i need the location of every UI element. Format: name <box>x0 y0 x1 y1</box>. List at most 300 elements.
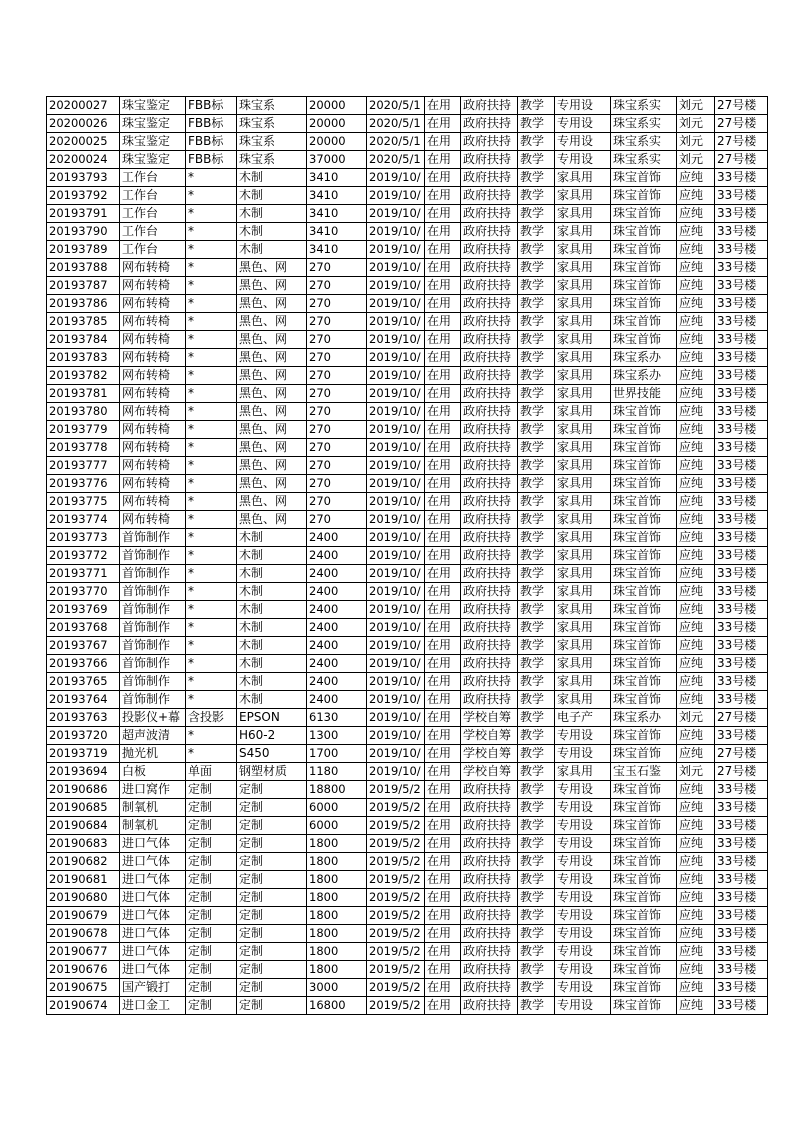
spec-cell: * <box>186 349 237 367</box>
category-cell: 专用设 <box>555 151 611 169</box>
spec-cell: 定制 <box>186 871 237 889</box>
model-cell: 黑色、网 <box>237 439 307 457</box>
funding-cell: 政府扶持 <box>461 97 518 115</box>
model-cell: 木制 <box>237 529 307 547</box>
asset-id-cell: 20190684 <box>47 817 120 835</box>
model-cell: 黑色、网 <box>237 511 307 529</box>
model-cell: 黑色、网 <box>237 457 307 475</box>
status-cell: 在用 <box>425 673 461 691</box>
spec-cell: * <box>186 187 237 205</box>
status-cell: 在用 <box>425 655 461 673</box>
price-cell: 1800 <box>307 961 367 979</box>
price-cell: 270 <box>307 331 367 349</box>
asset-id-cell: 20190680 <box>47 889 120 907</box>
price-cell: 6000 <box>307 799 367 817</box>
custodian-cell: 应纯 <box>677 583 715 601</box>
custodian-cell: 应纯 <box>677 889 715 907</box>
model-cell: 珠宝系 <box>237 115 307 133</box>
table-row <box>47 349 768 367</box>
price-cell: 270 <box>307 295 367 313</box>
department-cell: 珠宝首饰 <box>611 403 677 421</box>
asset-name-cell: 进口气体 <box>120 925 186 943</box>
usage-cell: 教学 <box>518 475 555 493</box>
asset-id-cell: 20190676 <box>47 961 120 979</box>
model-cell: 木制 <box>237 169 307 187</box>
category-cell: 专用设 <box>555 727 611 745</box>
asset-id-cell: 20193763 <box>47 709 120 727</box>
table-row <box>47 457 768 475</box>
price-cell: 3000 <box>307 979 367 997</box>
usage-cell: 教学 <box>518 637 555 655</box>
price-cell: 3410 <box>307 205 367 223</box>
asset-id-cell: 20190679 <box>47 907 120 925</box>
funding-cell: 政府扶持 <box>461 889 518 907</box>
custodian-cell: 应纯 <box>677 277 715 295</box>
spec-cell: FBB标 <box>186 97 237 115</box>
model-cell: H60-2 <box>237 727 307 745</box>
asset-id-cell: 20190685 <box>47 799 120 817</box>
location-cell: 33号楼 <box>715 655 768 673</box>
location-cell: 33号楼 <box>715 907 768 925</box>
custodian-cell: 应纯 <box>677 835 715 853</box>
custodian-cell: 应纯 <box>677 421 715 439</box>
asset-id-cell: 20190682 <box>47 853 120 871</box>
department-cell: 珠宝首饰 <box>611 511 677 529</box>
custodian-cell: 应纯 <box>677 493 715 511</box>
category-cell: 专用设 <box>555 943 611 961</box>
status-cell: 在用 <box>425 709 461 727</box>
category-cell: 家具用 <box>555 547 611 565</box>
usage-cell: 教学 <box>518 889 555 907</box>
table-row <box>47 817 768 835</box>
table-row <box>47 205 768 223</box>
custodian-cell: 应纯 <box>677 241 715 259</box>
status-cell: 在用 <box>425 619 461 637</box>
asset-id-cell: 20200026 <box>47 115 120 133</box>
date-cell: 2019/10/ <box>367 691 425 709</box>
custodian-cell: 刘元 <box>677 97 715 115</box>
price-cell: 2400 <box>307 547 367 565</box>
custodian-cell: 应纯 <box>677 673 715 691</box>
spec-cell: * <box>186 241 237 259</box>
department-cell: 珠宝首饰 <box>611 169 677 187</box>
status-cell: 在用 <box>425 475 461 493</box>
department-cell: 珠宝首饰 <box>611 187 677 205</box>
custodian-cell: 应纯 <box>677 529 715 547</box>
location-cell: 33号楼 <box>715 799 768 817</box>
model-cell: 木制 <box>237 637 307 655</box>
asset-name-cell: 首饰制作 <box>120 529 186 547</box>
funding-cell: 政府扶持 <box>461 475 518 493</box>
asset-name-cell: 网布转椅 <box>120 349 186 367</box>
date-cell: 2019/10/ <box>367 637 425 655</box>
date-cell: 2019/10/ <box>367 583 425 601</box>
funding-cell: 政府扶持 <box>461 259 518 277</box>
status-cell: 在用 <box>425 853 461 871</box>
department-cell: 珠宝首饰 <box>611 817 677 835</box>
department-cell: 珠宝首饰 <box>611 277 677 295</box>
asset-name-cell: 进口窝作 <box>120 781 186 799</box>
category-cell: 专用设 <box>555 979 611 997</box>
status-cell: 在用 <box>425 601 461 619</box>
asset-name-cell: 首饰制作 <box>120 655 186 673</box>
usage-cell: 教学 <box>518 943 555 961</box>
status-cell: 在用 <box>425 403 461 421</box>
custodian-cell: 应纯 <box>677 259 715 277</box>
department-cell: 珠宝首饰 <box>611 493 677 511</box>
table-row <box>47 151 768 169</box>
table-row <box>47 511 768 529</box>
department-cell: 珠宝首饰 <box>611 943 677 961</box>
location-cell: 33号楼 <box>715 223 768 241</box>
usage-cell: 教学 <box>518 997 555 1015</box>
price-cell: 3410 <box>307 169 367 187</box>
asset-id-cell: 20193790 <box>47 223 120 241</box>
usage-cell: 教学 <box>518 259 555 277</box>
date-cell: 2019/10/ <box>367 673 425 691</box>
asset-id-cell: 20193775 <box>47 493 120 511</box>
location-cell: 33号楼 <box>715 511 768 529</box>
category-cell: 家具用 <box>555 619 611 637</box>
date-cell: 2019/5/2 <box>367 979 425 997</box>
model-cell: 定制 <box>237 979 307 997</box>
model-cell: 定制 <box>237 997 307 1015</box>
model-cell: 定制 <box>237 799 307 817</box>
asset-id-cell: 20193777 <box>47 457 120 475</box>
model-cell: 黑色、网 <box>237 331 307 349</box>
category-cell: 专用设 <box>555 907 611 925</box>
custodian-cell: 应纯 <box>677 907 715 925</box>
asset-name-cell: 网布转椅 <box>120 475 186 493</box>
category-cell: 家具用 <box>555 421 611 439</box>
custodian-cell: 应纯 <box>677 727 715 745</box>
model-cell: 木制 <box>237 583 307 601</box>
asset-name-cell: 首饰制作 <box>120 565 186 583</box>
asset-name-cell: 网布转椅 <box>120 295 186 313</box>
status-cell: 在用 <box>425 979 461 997</box>
location-cell: 33号楼 <box>715 781 768 799</box>
spec-cell: * <box>186 331 237 349</box>
table-row <box>47 97 768 115</box>
model-cell: 木制 <box>237 223 307 241</box>
location-cell: 33号楼 <box>715 547 768 565</box>
price-cell: 270 <box>307 259 367 277</box>
location-cell: 33号楼 <box>715 241 768 259</box>
usage-cell: 教学 <box>518 583 555 601</box>
asset-id-cell: 20193765 <box>47 673 120 691</box>
status-cell: 在用 <box>425 763 461 781</box>
price-cell: 2400 <box>307 691 367 709</box>
table-row <box>47 673 768 691</box>
asset-name-cell: 珠宝鉴定 <box>120 97 186 115</box>
price-cell: 270 <box>307 403 367 421</box>
custodian-cell: 应纯 <box>677 781 715 799</box>
usage-cell: 教学 <box>518 763 555 781</box>
location-cell: 33号楼 <box>715 421 768 439</box>
funding-cell: 学校自筹 <box>461 745 518 763</box>
model-cell: 定制 <box>237 961 307 979</box>
asset-name-cell: 网布转椅 <box>120 421 186 439</box>
spec-cell: * <box>186 403 237 421</box>
location-cell: 33号楼 <box>715 565 768 583</box>
status-cell: 在用 <box>425 385 461 403</box>
department-cell: 珠宝首饰 <box>611 871 677 889</box>
spec-cell: * <box>186 637 237 655</box>
department-cell: 珠宝首饰 <box>611 691 677 709</box>
asset-id-cell: 20200025 <box>47 133 120 151</box>
status-cell: 在用 <box>425 799 461 817</box>
price-cell: 6000 <box>307 817 367 835</box>
asset-name-cell: 首饰制作 <box>120 637 186 655</box>
price-cell: 270 <box>307 493 367 511</box>
spec-cell: 定制 <box>186 979 237 997</box>
price-cell: 1800 <box>307 925 367 943</box>
asset-id-cell: 20200027 <box>47 97 120 115</box>
asset-id-cell: 20193788 <box>47 259 120 277</box>
funding-cell: 政府扶持 <box>461 547 518 565</box>
spec-cell: * <box>186 223 237 241</box>
location-cell: 33号楼 <box>715 853 768 871</box>
department-cell: 珠宝首饰 <box>611 241 677 259</box>
category-cell: 家具用 <box>555 259 611 277</box>
asset-name-cell: 超声波清 <box>120 727 186 745</box>
model-cell: 黑色、网 <box>237 475 307 493</box>
asset-name-cell: 抛光机 <box>120 745 186 763</box>
table-row <box>47 403 768 421</box>
price-cell: 2400 <box>307 601 367 619</box>
funding-cell: 学校自筹 <box>461 727 518 745</box>
price-cell: 18800 <box>307 781 367 799</box>
spec-cell: * <box>186 259 237 277</box>
table-row <box>47 997 768 1015</box>
asset-id-cell: 20193785 <box>47 313 120 331</box>
asset-name-cell: 首饰制作 <box>120 619 186 637</box>
department-cell: 珠宝系实 <box>611 151 677 169</box>
status-cell: 在用 <box>425 259 461 277</box>
table-row <box>47 277 768 295</box>
custodian-cell: 刘元 <box>677 709 715 727</box>
funding-cell: 政府扶持 <box>461 493 518 511</box>
table-row <box>47 133 768 151</box>
price-cell: 2400 <box>307 565 367 583</box>
department-cell: 珠宝首饰 <box>611 745 677 763</box>
spec-cell: * <box>186 745 237 763</box>
table-row <box>47 979 768 997</box>
model-cell: 珠宝系 <box>237 151 307 169</box>
date-cell: 2020/5/1 <box>367 115 425 133</box>
funding-cell: 政府扶持 <box>461 655 518 673</box>
funding-cell: 政府扶持 <box>461 205 518 223</box>
asset-id-cell: 20193784 <box>47 331 120 349</box>
price-cell: 20000 <box>307 97 367 115</box>
table-row <box>47 601 768 619</box>
spec-cell: 含投影 <box>186 709 237 727</box>
custodian-cell: 应纯 <box>677 871 715 889</box>
asset-id-cell: 20193764 <box>47 691 120 709</box>
location-cell: 33号楼 <box>715 529 768 547</box>
status-cell: 在用 <box>425 151 461 169</box>
asset-name-cell: 网布转椅 <box>120 457 186 475</box>
asset-name-cell: 制氧机 <box>120 799 186 817</box>
funding-cell: 政府扶持 <box>461 853 518 871</box>
table-row <box>47 259 768 277</box>
model-cell: 珠宝系 <box>237 133 307 151</box>
funding-cell: 政府扶持 <box>461 979 518 997</box>
spec-cell: * <box>186 367 237 385</box>
spec-cell: * <box>186 529 237 547</box>
spec-cell: 定制 <box>186 781 237 799</box>
status-cell: 在用 <box>425 349 461 367</box>
model-cell: 黑色、网 <box>237 349 307 367</box>
status-cell: 在用 <box>425 925 461 943</box>
department-cell: 珠宝首饰 <box>611 565 677 583</box>
table-row <box>47 439 768 457</box>
date-cell: 2019/10/ <box>367 349 425 367</box>
location-cell: 33号楼 <box>715 727 768 745</box>
custodian-cell: 应纯 <box>677 349 715 367</box>
funding-cell: 政府扶持 <box>461 817 518 835</box>
asset-name-cell: 珠宝鉴定 <box>120 133 186 151</box>
custodian-cell: 应纯 <box>677 979 715 997</box>
model-cell: EPSON <box>237 709 307 727</box>
category-cell: 家具用 <box>555 655 611 673</box>
asset-id-cell: 20190677 <box>47 943 120 961</box>
location-cell: 33号楼 <box>715 331 768 349</box>
asset-id-cell: 20200024 <box>47 151 120 169</box>
date-cell: 2019/5/2 <box>367 835 425 853</box>
spec-cell: 定制 <box>186 961 237 979</box>
spec-cell: * <box>186 457 237 475</box>
date-cell: 2019/10/ <box>367 241 425 259</box>
status-cell: 在用 <box>425 943 461 961</box>
usage-cell: 教学 <box>518 421 555 439</box>
category-cell: 专用设 <box>555 133 611 151</box>
custodian-cell: 刘元 <box>677 133 715 151</box>
model-cell: 定制 <box>237 943 307 961</box>
asset-name-cell: 首饰制作 <box>120 673 186 691</box>
category-cell: 家具用 <box>555 223 611 241</box>
funding-cell: 政府扶持 <box>461 331 518 349</box>
usage-cell: 教学 <box>518 277 555 295</box>
spec-cell: 定制 <box>186 889 237 907</box>
model-cell: 定制 <box>237 907 307 925</box>
date-cell: 2019/10/ <box>367 457 425 475</box>
location-cell: 33号楼 <box>715 871 768 889</box>
model-cell: 木制 <box>237 655 307 673</box>
funding-cell: 政府扶持 <box>461 961 518 979</box>
asset-name-cell: 网布转椅 <box>120 403 186 421</box>
price-cell: 270 <box>307 367 367 385</box>
date-cell: 2020/5/1 <box>367 151 425 169</box>
usage-cell: 教学 <box>518 205 555 223</box>
asset-id-cell: 20193780 <box>47 403 120 421</box>
status-cell: 在用 <box>425 313 461 331</box>
status-cell: 在用 <box>425 133 461 151</box>
usage-cell: 教学 <box>518 655 555 673</box>
usage-cell: 教学 <box>518 529 555 547</box>
asset-name-cell: 投影仪+幕 <box>120 709 186 727</box>
usage-cell: 教学 <box>518 835 555 853</box>
custodian-cell: 刘元 <box>677 151 715 169</box>
funding-cell: 政府扶持 <box>461 799 518 817</box>
custodian-cell: 刘元 <box>677 763 715 781</box>
usage-cell: 教学 <box>518 565 555 583</box>
status-cell: 在用 <box>425 529 461 547</box>
table-row <box>47 331 768 349</box>
price-cell: 20000 <box>307 115 367 133</box>
date-cell: 2019/5/2 <box>367 871 425 889</box>
spec-cell: 定制 <box>186 853 237 871</box>
funding-cell: 政府扶持 <box>461 457 518 475</box>
category-cell: 专用设 <box>555 817 611 835</box>
asset-id-cell: 20193719 <box>47 745 120 763</box>
usage-cell: 教学 <box>518 403 555 421</box>
funding-cell: 政府扶持 <box>461 781 518 799</box>
usage-cell: 教学 <box>518 745 555 763</box>
category-cell: 电子产 <box>555 709 611 727</box>
table-row <box>47 223 768 241</box>
model-cell: 黑色、网 <box>237 295 307 313</box>
usage-cell: 教学 <box>518 547 555 565</box>
date-cell: 2019/10/ <box>367 277 425 295</box>
funding-cell: 政府扶持 <box>461 925 518 943</box>
custodian-cell: 应纯 <box>677 997 715 1015</box>
date-cell: 2019/10/ <box>367 475 425 493</box>
usage-cell: 教学 <box>518 457 555 475</box>
asset-name-cell: 首饰制作 <box>120 547 186 565</box>
spec-cell: FBB标 <box>186 115 237 133</box>
asset-name-cell: 首饰制作 <box>120 583 186 601</box>
asset-id-cell: 20193787 <box>47 277 120 295</box>
department-cell: 珠宝系实 <box>611 133 677 151</box>
custodian-cell: 应纯 <box>677 817 715 835</box>
category-cell: 家具用 <box>555 511 611 529</box>
price-cell: 6130 <box>307 709 367 727</box>
department-cell: 珠宝首饰 <box>611 223 677 241</box>
asset-id-cell: 20193773 <box>47 529 120 547</box>
location-cell: 33号楼 <box>715 313 768 331</box>
asset-id-cell: 20190681 <box>47 871 120 889</box>
funding-cell: 政府扶持 <box>461 835 518 853</box>
date-cell: 2019/10/ <box>367 763 425 781</box>
category-cell: 家具用 <box>555 493 611 511</box>
usage-cell: 教学 <box>518 331 555 349</box>
custodian-cell: 应纯 <box>677 295 715 313</box>
status-cell: 在用 <box>425 115 461 133</box>
asset-name-cell: 进口气体 <box>120 961 186 979</box>
model-cell: 木制 <box>237 673 307 691</box>
department-cell: 珠宝首饰 <box>611 907 677 925</box>
location-cell: 33号楼 <box>715 439 768 457</box>
asset-name-cell: 进口气体 <box>120 889 186 907</box>
spec-cell: * <box>186 493 237 511</box>
asset-id-cell: 20193778 <box>47 439 120 457</box>
price-cell: 3410 <box>307 241 367 259</box>
date-cell: 2019/5/2 <box>367 781 425 799</box>
date-cell: 2019/10/ <box>367 439 425 457</box>
spec-cell: * <box>186 727 237 745</box>
model-cell: 定制 <box>237 871 307 889</box>
custodian-cell: 应纯 <box>677 475 715 493</box>
category-cell: 家具用 <box>555 169 611 187</box>
category-cell: 专用设 <box>555 835 611 853</box>
custodian-cell: 应纯 <box>677 511 715 529</box>
spec-cell: * <box>186 583 237 601</box>
funding-cell: 政府扶持 <box>461 907 518 925</box>
model-cell: 定制 <box>237 817 307 835</box>
funding-cell: 政府扶持 <box>461 529 518 547</box>
department-cell: 珠宝首饰 <box>611 205 677 223</box>
